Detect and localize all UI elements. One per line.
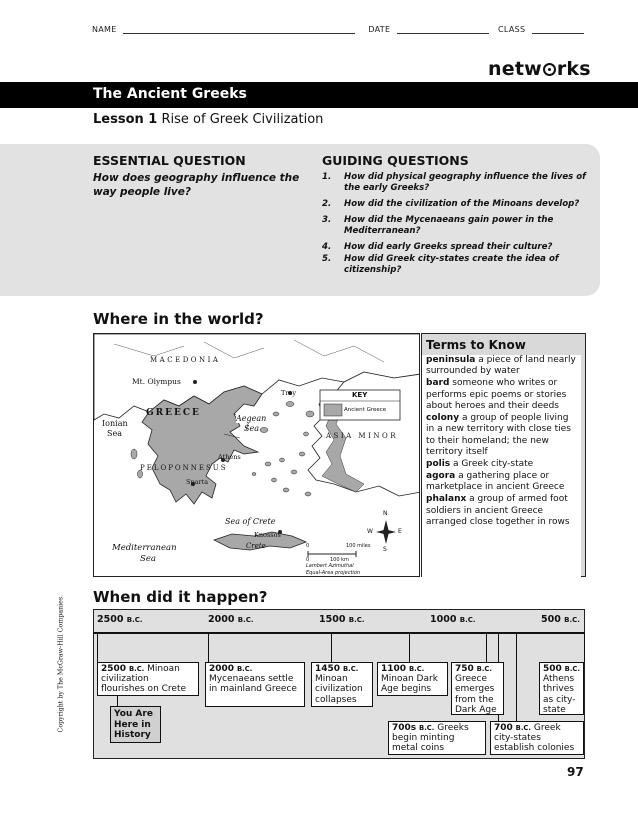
guiding-questions-heading: GUIDING QUESTIONS [322,153,469,168]
timeline-label-500: 500 B.C. [541,614,580,625]
map-label-troy: Troy [281,389,297,397]
term-entry: bard someone who writes or performs epic poems or stories about heroes and their deeds [426,378,567,412]
guiding-question: 2. How did the civilization of the Minoans develop? [322,199,580,209]
event-1450: 1450 B.C. Minoan civilization collapses [311,662,373,707]
timeline-label-2500: 2500 B.C. [97,614,143,625]
guiding-questions-list [322,172,592,281]
tick-1450 [331,632,332,662]
map-label-macedonia: MACEDONIA [150,356,221,364]
page-number: 97 [567,765,584,779]
term-entry: agora a gathering place or marketplace in ancient Greece [426,471,565,493]
key-title: KEY [352,391,368,399]
map-label-sparta: Sparta [186,478,209,486]
you-are-here-marker: You Are Here in History [110,706,161,743]
event-700s: 700s B.C. Greeks begin minting metal coins [388,721,486,755]
event-2500: 2500 B.C. Minoan civilization flourishes on Crete [97,662,199,696]
greece-map [93,333,420,577]
map-label-ionian-sea: Sea [107,429,122,438]
guiding-question: 3. How did the Mycenaeans gain power in the Mediterranean? [322,215,554,236]
tick-2500 [97,632,98,662]
scale-miles: 100 miles [346,543,371,549]
map-label-crete: Crete [246,542,266,550]
term-entry: phalanx a group of armed foot soldiers in ancient Greece arranged close together in rows [426,494,570,528]
terms-list [422,355,581,577]
class-field[interactable] [532,25,584,34]
map-label-aegean: Aegean [236,414,267,423]
tick-1100 [409,632,410,662]
event-1100: 1100 B.C. Minoan Dark Age begins [377,662,448,696]
projection-line2: Equal-Area projection [306,570,361,576]
term-entry: polis a Greek city-state [426,459,534,470]
map-label-mediterranean: Mediterranean [112,543,177,553]
scale-zero-miles: 0 [306,543,310,549]
copyright-notice: Copyright by The McGraw-Hill Companies. [57,594,65,733]
map-label-olympus: Mt. Olympus [132,377,181,386]
key-entry: Ancient Greece [344,407,387,413]
essential-question-heading: ESSENTIAL QUESTION [93,153,246,168]
you-are-here-connector [117,696,118,706]
tick-700 [516,632,517,722]
tick-750 [486,632,487,662]
timeline-axis [93,632,585,634]
class-label: CLASS [498,25,526,34]
compass-rose-icon [376,520,396,544]
unit-title: The Ancient Greeks [93,86,247,102]
logo-ring-icon [543,63,556,76]
lesson-title: Rise of Greek Civilization [161,112,324,127]
date-label: DATE [368,25,391,34]
term-entry: peninsula a piece of land nearly surrounded by water [426,355,576,377]
compass-s: S [383,546,387,553]
when-heading: When did it happen? [93,588,268,606]
compass-e: E [398,528,402,535]
compass-w: W [367,528,373,535]
event-750: 750 B.C. Greece emerges from the Dark Age [451,662,504,715]
map-label-knossos: Knossos [254,531,281,539]
terms-to-know-box [421,333,586,577]
networks-logo: netw rks [488,58,591,80]
scale-km: 100 km [330,557,349,563]
name-field[interactable] [123,25,355,34]
essential-question: How does geography influence the way people live? [93,172,300,198]
timeline-label-1500: 1500 B.C. [319,614,365,625]
map-label-ionian: Ionian [102,419,128,428]
event-500: 500 B.C. Athens thrives as city-state [539,662,584,715]
guiding-question: 4. How did early Greeks spread their culture? [322,242,553,252]
name-label: NAME [92,25,117,34]
map-label-mediterranean-sea: Sea [140,554,156,564]
guiding-question: 1. How did physical geography influence the lives of the early Greeks? [322,172,586,193]
tick-500 [584,632,585,662]
map-label-peloponnesus: PELOPONNESUS [140,464,228,472]
scale-zero-km: 0 [306,557,310,563]
guiding-question: 5. How did Greek city-states create the idea of citizenship? [322,254,559,275]
lesson-number: Lesson 1 [93,112,158,127]
tick-2000 [208,632,209,662]
key-swatch [324,404,342,416]
map-label-sea-of-crete: Sea of Crete [225,517,276,526]
timeline-label-2000: 2000 B.C. [208,614,254,625]
map-label-asia-minor: ASIA MINOR [326,432,398,440]
term-entry: colony a group of people living in a new territory with close ties to their homeland; the new territory itself [426,413,571,458]
event-700: 700 B.C. Greek city-states establish colonies [490,721,584,755]
lesson-heading [93,112,323,127]
terms-heading: Terms to Know [426,338,526,352]
projection-line1: Lambert Azimuthal [306,563,354,569]
where-heading: Where in the world? [93,310,264,328]
timeline-label-1000: 1000 B.C. [430,614,476,625]
date-field[interactable] [397,25,489,34]
event-2000: 2000 B.C. Mycenaeans settle in mainland Greece [205,662,305,707]
map-label-aegean-sea: Sea [244,424,259,433]
compass-n: N [383,510,388,517]
map-label-greece: GREECE [146,408,201,418]
ancient-greece-mainland [142,386,262,504]
student-info-row [92,25,584,34]
map-label-athens: Athens [218,453,241,461]
